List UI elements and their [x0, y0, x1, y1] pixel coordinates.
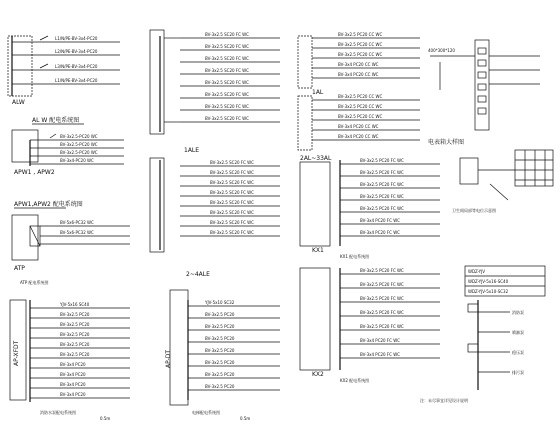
panel-1al-b	[298, 94, 420, 162]
svg-text:L1/N/PE-BV-3x4-PC20: L1/N/PE-BV-3x4-PC20	[55, 78, 98, 83]
svg-text:排污泵: 排污泵	[512, 370, 524, 375]
svg-text:BV-3x2.5 PC20 CC WC: BV-3x2.5 PC20 CC WC	[338, 42, 383, 47]
svg-text:L3/N/PE-BV-3x4-PC20: L3/N/PE-BV-3x4-PC20	[55, 64, 98, 69]
caption-apdt: 电梯配电系统图	[192, 410, 220, 415]
svg-text:BV-3x2.5 SC20 FC WC: BV-3x2.5 SC20 FC WC	[205, 56, 249, 61]
legend-title: WDZ-YJV	[468, 269, 486, 274]
svg-text:BV-3x2.5 PC20 FC WC: BV-3x2.5 PC20 FC WC	[360, 182, 404, 187]
panel-1ale	[150, 30, 280, 154]
svg-text:BV-3x2.5 PC20 CC WC: BV-3x2.5 PC20 CC WC	[338, 104, 383, 109]
panel-apxfdt	[10, 300, 130, 421]
svg-text:BV-3x2.5 PC20 FC WC: BV-3x2.5 PC20 FC WC	[360, 268, 404, 273]
svg-text:BV-3x2.5 SC20 FC WC: BV-3x2.5 SC20 FC WC	[210, 210, 254, 215]
label-2ale: 2~4ALE	[186, 271, 210, 278]
svg-text:BV-3x4 PC20 CC WC: BV-3x4 PC20 CC WC	[338, 72, 379, 77]
svg-text:L1/N/PE-BV-3x4-PC20: L1/N/PE-BV-3x4-PC20	[55, 36, 98, 41]
svg-text:BV-3x4 PC20 FC WC: BV-3x4 PC20 FC WC	[360, 338, 400, 343]
svg-text:BV-3x2.5 PC20: BV-3x2.5 PC20	[205, 372, 235, 377]
label-kx1: KX1	[312, 247, 324, 254]
svg-text:BV-3x2.5 SC20 FC WC: BV-3x2.5 SC20 FC WC	[210, 190, 254, 195]
svg-text:BV-3x2.5 PC20: BV-3x2.5 PC20	[205, 348, 235, 353]
svg-text:BV-3x2.5 PC20: BV-3x2.5 PC20	[60, 332, 90, 337]
label-apdt: AP-DT	[165, 349, 172, 368]
svg-text:BV-3x2.5-PC20 WC: BV-3x2.5-PC20 WC	[60, 142, 98, 147]
svg-text:BV-3x2.5 PC20 FC WC: BV-3x2.5 PC20 FC WC	[360, 310, 404, 315]
svg-text:BV-3x2.5-PC20 WC: BV-3x2.5-PC20 WC	[60, 134, 98, 139]
svg-text:BV-3x4 PC20: BV-3x4 PC20	[60, 382, 86, 387]
panel-alw-caption	[32, 116, 84, 124]
svg-text:BV-3x4-PC20 WC: BV-3x4-PC20 WC	[60, 158, 94, 163]
svg-text:BV-3x2.5 PC20 CC WC: BV-3x2.5 PC20 CC WC	[338, 94, 383, 99]
svg-text:BV-3x2.5 PC20: BV-3x2.5 PC20	[205, 384, 235, 389]
svg-text:喷淋泵: 喷淋泵	[512, 330, 524, 335]
svg-text:BV-3x2.5 SC20 FC WC: BV-3x2.5 SC20 FC WC	[210, 230, 254, 235]
panel-atp	[12, 215, 130, 285]
svg-text:BV-3x2.5 PC20: BV-3x2.5 PC20	[60, 312, 90, 317]
svg-text:BV-3x2.5 SC20 FC WC: BV-3x2.5 SC20 FC WC	[210, 170, 254, 175]
svg-text:BV-3x2.5 PC20 FC WC: BV-3x2.5 PC20 FC WC	[360, 282, 404, 287]
svg-text:BV-3x2.5 PC20: BV-3x2.5 PC20	[205, 324, 235, 329]
svg-text:BV-3x2.5 PC20 FC WC: BV-3x2.5 PC20 FC WC	[360, 296, 404, 301]
svg-text:BV-3x2.5 PC20 CC WC: BV-3x2.5 PC20 CC WC	[338, 32, 383, 37]
panel-kx2	[300, 268, 440, 383]
panel-1al	[298, 32, 420, 96]
panel-2ale	[150, 158, 280, 278]
svg-text:BV-3x2.5 PC20 FC WC: BV-3x2.5 PC20 FC WC	[360, 170, 404, 175]
meter-box	[428, 40, 540, 146]
svg-text:BV-3x2.5 PC20: BV-3x2.5 PC20	[60, 342, 90, 347]
label-1al: 1AL	[312, 89, 324, 96]
caption-apw: APW1,APW2 配电系统图	[14, 201, 83, 208]
svg-text:BV-5x6-PC32 WC: BV-5x6-PC32 WC	[60, 230, 94, 235]
svg-text:BV-3x2.5 SC20 FC WC: BV-3x2.5 SC20 FC WC	[205, 80, 249, 85]
note-line1: 0.5m	[100, 416, 111, 421]
svg-text:BV-3x4 PC20 CC WC: BV-3x4 PC20 CC WC	[338, 124, 379, 129]
svg-text:BV-3x4 PC20 FC WC: BV-3x4 PC20 FC WC	[360, 230, 400, 235]
svg-text:BV-3x2.5 PC20: BV-3x2.5 PC20	[60, 352, 90, 357]
caption-ground: 卫生间局部等电位示意图	[452, 208, 496, 213]
svg-text:400*300*120: 400*300*120	[428, 48, 455, 53]
svg-text:BV-3x2.5 PC20: BV-3x2.5 PC20	[205, 360, 235, 365]
svg-text:YJV-5x10 SC32: YJV-5x10 SC32	[205, 300, 235, 305]
svg-text:BV-3x2.5 SC20 FC WC: BV-3x2.5 SC20 FC WC	[205, 92, 249, 97]
svg-text:BV-3x4 PC20 CC WC: BV-3x4 PC20 CC WC	[338, 134, 379, 139]
svg-text:BV-3x2.5 SC20 FC WC: BV-3x2.5 SC20 FC WC	[210, 220, 254, 225]
caption-atp: ATP 配电系统图	[20, 280, 49, 285]
ground-detail	[452, 150, 553, 213]
svg-text:BV-3x2.5 PC20 FC WC: BV-3x2.5 PC20 FC WC	[360, 158, 404, 163]
caption-meter: 电表箱大样图	[428, 139, 465, 146]
svg-text:YJV-5x16 SC40: YJV-5x16 SC40	[60, 302, 90, 307]
svg-text:BV-3x2.5 PC20: BV-3x2.5 PC20	[205, 312, 235, 317]
svg-text:BV-3x2.5 PC20: BV-3x2.5 PC20	[60, 322, 90, 327]
svg-text:BV-3x2.5-PC20 WC: BV-3x2.5-PC20 WC	[60, 150, 98, 155]
label-kx2: KX2	[312, 371, 324, 378]
svg-text:L2/N/PE-BV-3x4-PC20: L2/N/PE-BV-3x4-PC20	[55, 49, 98, 54]
svg-text:BV-3x2.5 SC20 FC WC: BV-3x2.5 SC20 FC WC	[205, 104, 249, 109]
svg-text:BV-3x2.5 SC20 FC WC: BV-3x2.5 SC20 FC WC	[205, 116, 249, 121]
caption-kx2: KX2 配电系统图	[340, 378, 370, 383]
label-1ale: 1ALE	[184, 147, 200, 154]
label-apxfdt: AP-XFDT	[13, 340, 20, 366]
svg-text:WDZ-YJV-5x16-SC40: WDZ-YJV-5x16-SC40	[468, 279, 509, 284]
svg-text:BV-3x2.5 SC20 FC WC: BV-3x2.5 SC20 FC WC	[210, 160, 254, 165]
svg-text:稳压泵: 稳压泵	[512, 350, 524, 355]
caption-alw: AL W 配电系统图	[32, 117, 80, 124]
svg-text:BV-3x2.5 SC20 FC WC: BV-3x2.5 SC20 FC WC	[205, 68, 249, 73]
svg-text:BV-3x2.5 PC20 CC WC: BV-3x2.5 PC20 CC WC	[338, 114, 383, 119]
label-atp: ATP	[14, 265, 25, 272]
caption-apxfdt: 消防水泵配电系统图	[40, 410, 76, 415]
svg-text:BV-3x4 PC20 FC WC: BV-3x4 PC20 FC WC	[360, 218, 400, 223]
panel-apw	[12, 130, 124, 208]
outlet-detail	[468, 300, 524, 390]
svg-text:BV-3x2.5 PC20 CC WC: BV-3x2.5 PC20 CC WC	[338, 52, 383, 57]
panel-alw	[8, 36, 120, 106]
svg-text:BV-3x2.5 SC20 FC WC: BV-3x2.5 SC20 FC WC	[205, 32, 249, 37]
footer-note	[420, 397, 468, 403]
svg-text:BV-3x4 PC20 FC WC: BV-3x4 PC20 FC WC	[360, 352, 400, 357]
legend-small	[465, 266, 545, 296]
label-alw: ALW	[12, 99, 25, 106]
svg-text:BV-3x4 PC20 CC WC: BV-3x4 PC20 CC WC	[338, 62, 379, 67]
caption-kx1: KX1 配电系统图	[340, 254, 370, 259]
svg-text:消防泵: 消防泵	[512, 310, 524, 315]
svg-text:BV-3x2.5 PC20 FC WC: BV-3x2.5 PC20 FC WC	[360, 324, 404, 329]
label-2al: 2AL~33AL	[300, 155, 332, 162]
svg-text:BV-3x2.5 SC20 FC WC: BV-3x2.5 SC20 FC WC	[205, 44, 249, 49]
label-apw: APW1 , APW2	[14, 169, 55, 176]
svg-text:BV-5x6-PC32 WC: BV-5x6-PC32 WC	[60, 220, 94, 225]
svg-text:BV-3x2.5 SC20 FC WC: BV-3x2.5 SC20 FC WC	[210, 180, 254, 185]
svg-text:BV-3x2.5 PC20 FC WC: BV-3x2.5 PC20 FC WC	[360, 206, 404, 211]
panel-kx1	[300, 158, 440, 259]
svg-text:BV-3x4 PC20: BV-3x4 PC20	[60, 372, 86, 377]
svg-text:WDZ-YJV-5x10-SC32: WDZ-YJV-5x10-SC32	[468, 289, 509, 294]
svg-text:BV-3x2.5 PC20 FC WC: BV-3x2.5 PC20 FC WC	[360, 194, 404, 199]
footer-text: 注：未尽事宜详见设计说明	[420, 398, 468, 403]
svg-text:BV-3x2.5 SC20 FC WC: BV-3x2.5 SC20 FC WC	[210, 200, 254, 205]
note-line2: 0.5m	[240, 416, 251, 421]
svg-text:BV-3x2.5 PC20: BV-3x2.5 PC20	[205, 336, 235, 341]
panel-apdt	[165, 290, 280, 421]
svg-text:BV-3x4 PC20: BV-3x4 PC20	[60, 362, 86, 367]
svg-text:BV-3x4 PC20: BV-3x4 PC20	[60, 392, 86, 397]
